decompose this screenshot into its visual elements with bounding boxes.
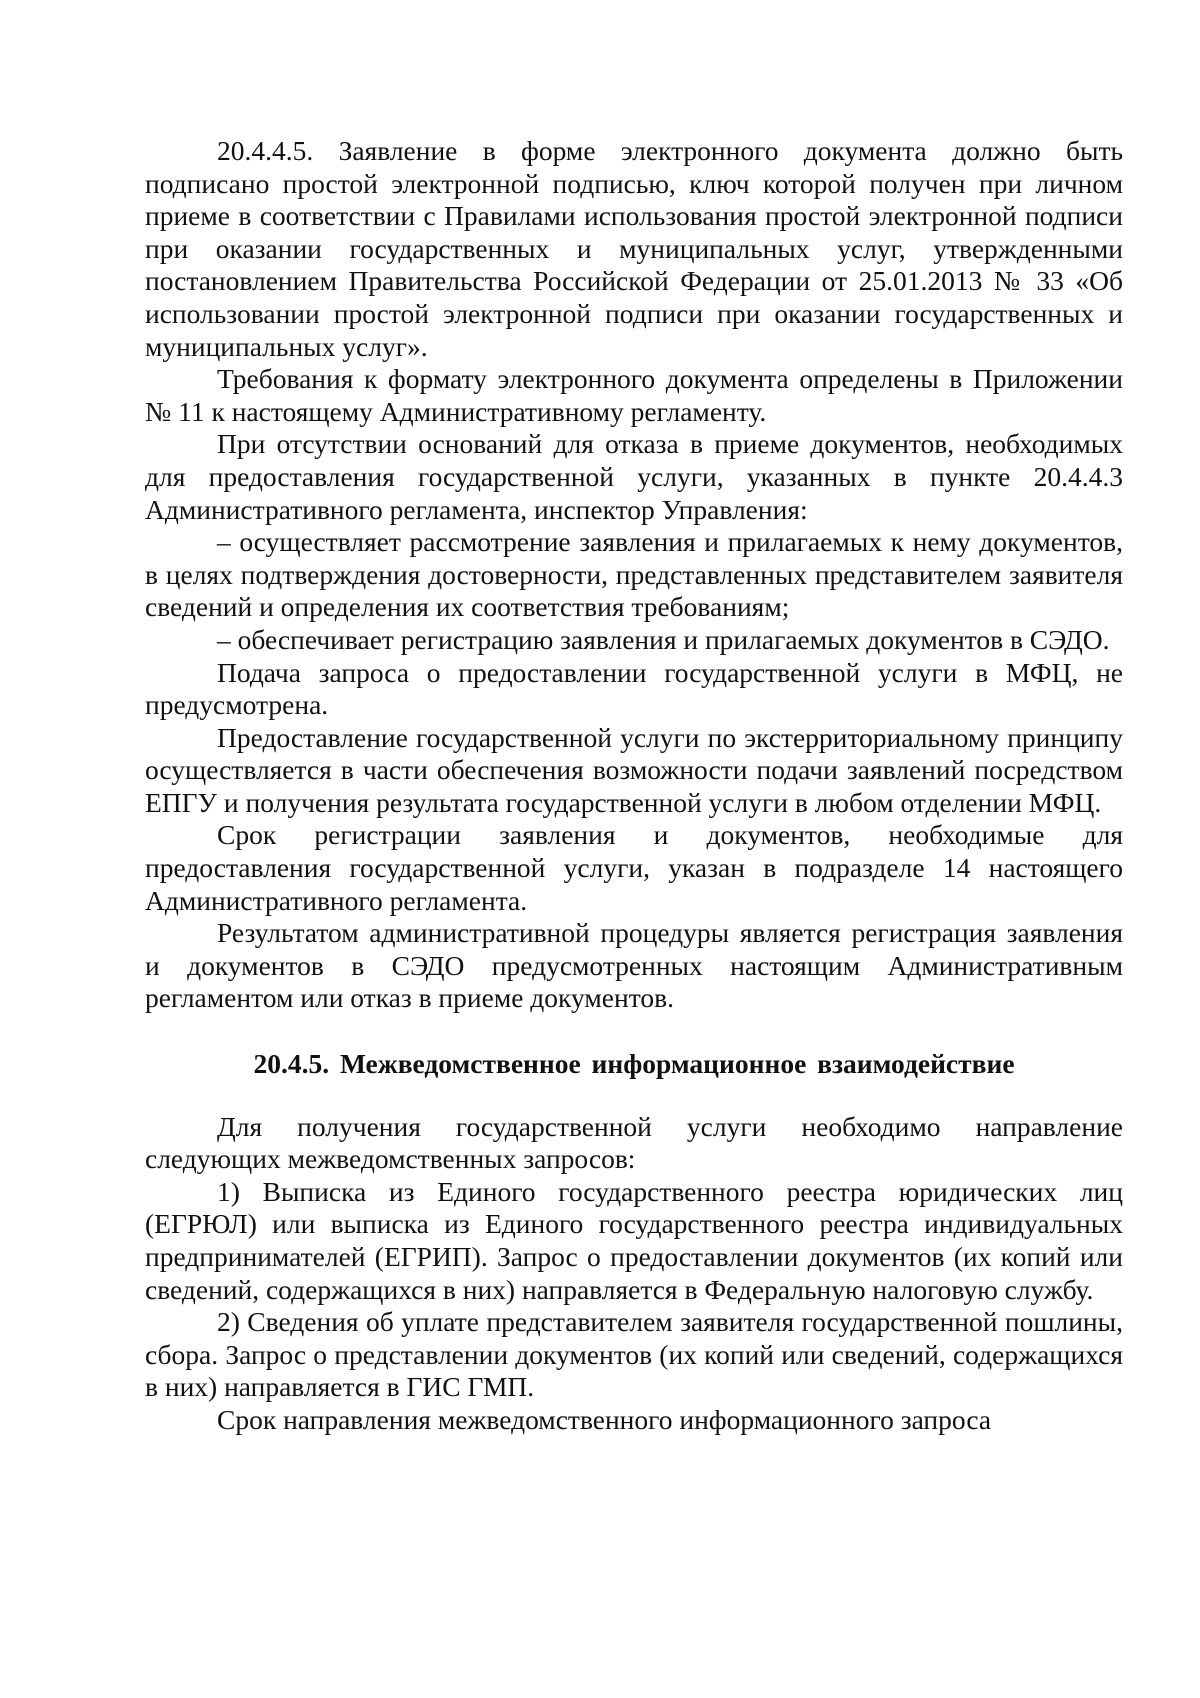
paragraph-payment-item: 2) Сведения об уплате представителем заявителя государственной пошлины, сбора. Запрос о представлении документов (их копий или сведений, содержащихся в них) направляется в ГИС ГМП. bbox=[145, 1306, 1123, 1403]
paragraph-registration-term: Срок регистрации заявления и документов, необходимые для предоставления государственной услуги, указан в подразделе 14 настоящего Административного регламента. bbox=[145, 819, 1123, 916]
paragraph-interagency-intro: Для получения государственной услуги необходимо направление следующих межведомственных запросов: bbox=[145, 1110, 1123, 1175]
paragraph-egrul-item: 1) Выписка из Единого государственного реестра юридических лиц (ЕГРЮЛ) или выписка из Единого государственного реестра индивидуальных предпринимателей (ЕГРИП). Запрос о предоставлении документов (их копий или сведений, содержащихся в них) направляется в Федеральную налоговую службу. bbox=[145, 1175, 1123, 1305]
paragraph-request-term: Срок направления межведомственного информационного запроса bbox=[217, 1403, 992, 1435]
paragraph-review-item: – осуществляет рассмотрение заявления и прилагаемых к нему документов, в целях подтверждения достоверности, представленных представителем заявителя сведений и определения их соответствия требованиям; bbox=[145, 526, 1123, 623]
paragraph-no-refusal-grounds: При отсутствии оснований для отказа в приеме документов, необходимых для предоставления государственной услуги, указанных в пункте 20.4.4.3 Административного регламента, инспектор Управления: bbox=[145, 428, 1123, 525]
paragraph-procedure-result: Результатом административной процедуры является регистрация заявления и документов в СЭДО предусмотренных настоящим Административным регламентом или отказ в приеме документов. bbox=[145, 917, 1123, 1014]
paragraph-mfc-submission: Подача запроса о предоставлении государственной услуги в МФЦ, не предусмотрена. bbox=[145, 656, 1123, 721]
paragraph-extraterritorial: Предоставление государственной услуги по экстерриториальному принципу осуществляется в части обеспечения возможности подачи заявлений посредством ЕПГУ и получения результата государственной услуги в любом отделении МФЦ. bbox=[145, 721, 1123, 818]
document-page bbox=[145, 135, 1123, 1437]
paragraph-registration-item: – обеспечивает регистрацию заявления и прилагаемых документов в СЭДО. bbox=[217, 623, 1110, 655]
section-heading: 20.4.5. Межведомственное информационное взаимодействие bbox=[253, 1048, 1015, 1080]
paragraph-electronic-signature: 20.4.4.5. Заявление в форме электронного документа должно быть подписано простой электронной подписью, ключ которой получен при личном приеме в соответствии с Правилами использования простой электронной подписи при оказании государственных и муниципальных услуг, утвержденными постановлением Правительства Российской Федерации от 25.01.2013 № 33 «Об использовании простой электронной подписи при оказании государственных и муниципальных услуг». bbox=[145, 135, 1123, 362]
paragraph-format-requirements: Требования к формату электронного документа определены в Приложении № 11 к настоящему Административному регламенту. bbox=[145, 363, 1123, 427]
